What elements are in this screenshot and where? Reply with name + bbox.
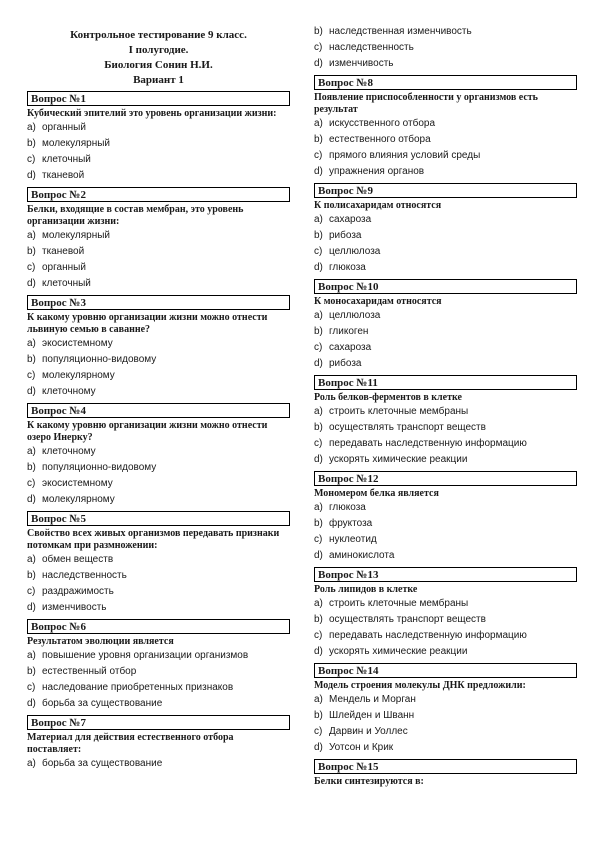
option-text: наследственность	[42, 570, 127, 581]
option-letter: d)	[27, 698, 36, 709]
answer-option	[27, 120, 290, 136]
question-block	[314, 471, 577, 564]
option-text: аминокислота	[329, 550, 395, 561]
question-number-box: Вопрос №13	[314, 567, 577, 582]
answer-option	[27, 584, 290, 600]
option-text: Дарвин и Уоллес	[329, 726, 408, 737]
question-block	[27, 511, 290, 616]
answer-option	[314, 628, 577, 644]
answer-option	[314, 228, 577, 244]
option-text: обмен веществ	[42, 554, 114, 565]
option-letter: b)	[27, 246, 36, 257]
option-text: гликоген	[329, 326, 369, 337]
option-text: популяционно-видовому	[42, 462, 157, 473]
option-text: клеточному	[42, 386, 96, 397]
option-letter: b)	[314, 710, 323, 721]
answer-option	[27, 568, 290, 584]
option-text: борьба за существование	[42, 698, 163, 709]
question-number-box: Вопрос №7	[27, 715, 290, 730]
option-text: целлюлоза	[329, 246, 381, 257]
question-number-box: Вопрос №5	[27, 511, 290, 526]
option-letter: a)	[27, 650, 36, 661]
answer-option	[27, 696, 290, 712]
option-letter: a)	[27, 554, 36, 565]
option-letter: b)	[314, 614, 323, 625]
answer-option	[27, 756, 290, 772]
option-letter: b)	[314, 26, 323, 37]
answer-option	[27, 152, 290, 168]
question-text: Белки, входящие в состав мембран, это уровень организации жизни:	[27, 204, 244, 227]
answer-option	[314, 24, 577, 40]
option-letter: a)	[314, 310, 323, 321]
option-letter: c)	[314, 438, 323, 449]
answer-option	[314, 404, 577, 420]
option-text: ускорять химические реакции	[329, 646, 468, 657]
option-letter: d)	[27, 494, 36, 505]
option-letter: c)	[27, 682, 36, 693]
question-text: Кубический эпителий это уровень организации жизни:	[27, 108, 277, 119]
question-text: К моносахаридам относятся	[314, 296, 442, 307]
answer-option	[27, 680, 290, 696]
option-letter: a)	[27, 338, 36, 349]
answer-option	[314, 148, 577, 164]
answer-option	[27, 368, 290, 384]
option-text: повышение уровня организации организмов	[42, 650, 249, 661]
answer-option	[314, 452, 577, 468]
option-letter: a)	[314, 406, 323, 417]
option-text: строить клеточные мембраны	[329, 406, 469, 417]
answer-option	[27, 168, 290, 184]
question-text: Свойство всех живых организмов передавать признаки потомкам при размножении:	[27, 528, 280, 551]
option-letter: d)	[314, 742, 323, 753]
option-letter: c)	[27, 586, 36, 597]
question-block	[314, 759, 577, 788]
option-letter: b)	[27, 462, 36, 473]
answer-option	[27, 648, 290, 664]
question-block	[27, 619, 290, 712]
option-letter: c)	[314, 246, 323, 257]
answer-option	[314, 116, 577, 132]
option-letter: b)	[27, 666, 36, 677]
option-letter: d)	[314, 166, 323, 177]
question-block	[314, 663, 577, 756]
question-text: К полисахаридам относятся	[314, 200, 442, 211]
option-letter: b)	[314, 134, 323, 145]
option-letter: d)	[314, 262, 323, 273]
answer-option	[314, 212, 577, 228]
answer-option	[27, 260, 290, 276]
option-text: целлюлоза	[329, 310, 381, 321]
option-letter: c)	[27, 370, 36, 381]
answer-option	[27, 552, 290, 568]
answer-option	[27, 444, 290, 460]
answer-option	[314, 244, 577, 260]
option-letter: d)	[314, 454, 323, 465]
question-text: Материал для действия естественного отбора поставляет:	[27, 732, 234, 755]
answer-option	[314, 308, 577, 324]
answer-option	[314, 132, 577, 148]
option-letter: b)	[314, 422, 323, 433]
option-letter: a)	[27, 758, 36, 769]
document-header	[27, 28, 290, 88]
question-text: Результатом эволюции является	[27, 636, 174, 647]
option-text: рибоза	[329, 230, 362, 241]
answer-option	[27, 384, 290, 400]
option-letter: a)	[27, 446, 36, 457]
answer-option	[314, 692, 577, 708]
option-text: молекулярный	[42, 138, 110, 149]
option-letter: a)	[314, 214, 323, 225]
answer-option	[314, 532, 577, 548]
question-number-box: Вопрос №6	[27, 619, 290, 634]
question-number-box: Вопрос №3	[27, 295, 290, 310]
option-letter: c)	[27, 154, 36, 165]
question-number-box: Вопрос №11	[314, 375, 577, 390]
question-text: Роль липидов в клетке	[314, 584, 418, 595]
option-letter: b)	[27, 354, 36, 365]
question-text: Роль белков-ферментов в клетке	[314, 392, 462, 403]
header-semester: I полугодие.	[128, 44, 189, 56]
question-text: Белки синтезируются в:	[314, 776, 424, 787]
option-letter: a)	[27, 230, 36, 241]
option-text: органный	[42, 262, 86, 273]
answer-option	[314, 324, 577, 340]
question-number-box: Вопрос №9	[314, 183, 577, 198]
answer-option	[314, 708, 577, 724]
option-text: передавать наследственную информацию	[329, 438, 527, 449]
right-column	[314, 24, 577, 788]
answer-option	[314, 548, 577, 564]
question-block	[27, 715, 290, 772]
option-text: молекулярному	[42, 370, 115, 381]
option-letter: b)	[314, 326, 323, 337]
answer-option	[314, 596, 577, 612]
option-text: наследственная изменчивость	[329, 26, 472, 37]
answer-option	[314, 436, 577, 452]
option-text: сахароза	[329, 214, 372, 225]
option-letter: d)	[314, 550, 323, 561]
option-text: клеточному	[42, 446, 96, 457]
header-title: Контрольное тестирование 9 класс.	[70, 29, 247, 41]
question-number-box: Вопрос №15	[314, 759, 577, 774]
option-letter: a)	[314, 502, 323, 513]
option-text: естественного отбора	[329, 134, 431, 145]
header-variant: Вариант 1	[133, 74, 184, 86]
question-block	[314, 279, 577, 372]
answer-option	[314, 56, 577, 72]
question-block	[27, 295, 290, 400]
option-letter: c)	[314, 150, 323, 161]
left-column	[27, 28, 290, 772]
option-text: раздражимость	[42, 586, 114, 597]
question-text: К какому уровню организации жизни можно отнести озеро Инерку?	[27, 420, 268, 443]
answer-option	[314, 420, 577, 436]
answer-option	[27, 336, 290, 352]
option-text: изменчивость	[329, 58, 394, 69]
answer-option	[27, 352, 290, 368]
answer-option	[314, 260, 577, 276]
option-letter: d)	[27, 386, 36, 397]
question-text: Появление приспособленности у организмов есть результат	[314, 92, 538, 115]
option-text: Шлейден и Шванн	[329, 710, 415, 721]
option-text: клеточный	[42, 278, 91, 289]
question-7-continuation	[314, 24, 577, 72]
option-letter: b)	[314, 518, 323, 529]
option-letter: d)	[27, 602, 36, 613]
question-block	[27, 187, 290, 292]
option-text: нуклеотид	[329, 534, 377, 545]
option-text: наследование приобретенных признаков	[42, 682, 234, 693]
option-letter: b)	[27, 570, 36, 581]
option-text: популяционно-видовому	[42, 354, 157, 365]
option-letter: a)	[314, 694, 323, 705]
question-block	[314, 375, 577, 468]
option-letter: d)	[27, 278, 36, 289]
question-number-box: Вопрос №8	[314, 75, 577, 90]
answer-option	[314, 164, 577, 180]
answer-option	[27, 276, 290, 292]
option-letter: a)	[27, 122, 36, 133]
option-letter: d)	[314, 358, 323, 369]
option-letter: a)	[314, 118, 323, 129]
option-text: тканевой	[42, 170, 85, 181]
option-text: осуществлять транспорт веществ	[329, 614, 486, 625]
option-text: экосистемному	[42, 478, 113, 489]
option-letter: c)	[314, 42, 323, 53]
option-letter: b)	[27, 138, 36, 149]
answer-option	[314, 40, 577, 56]
option-text: искусственного отбора	[329, 118, 436, 129]
answer-option	[314, 644, 577, 660]
answer-option	[27, 228, 290, 244]
question-block	[314, 183, 577, 276]
option-letter: c)	[27, 478, 36, 489]
option-text: Уотсон и Крик	[329, 742, 394, 753]
option-text: передавать наследственную информацию	[329, 630, 527, 641]
question-block	[314, 75, 577, 180]
option-text: молекулярный	[42, 230, 110, 241]
option-letter: c)	[314, 726, 323, 737]
answer-option	[27, 244, 290, 260]
option-text: сахароза	[329, 342, 372, 353]
option-text: глюкоза	[329, 262, 366, 273]
question-number-box: Вопрос №1	[27, 91, 290, 106]
answer-option	[314, 500, 577, 516]
right-question-list	[314, 75, 577, 788]
answer-option	[314, 340, 577, 356]
option-text: рибоза	[329, 358, 362, 369]
answer-option	[27, 136, 290, 152]
question-text: К какому уровню организации жизни можно отнести львиную семью в саванне?	[27, 312, 268, 335]
question-number-box: Вопрос №14	[314, 663, 577, 678]
answer-option	[314, 724, 577, 740]
answer-option	[314, 356, 577, 372]
option-letter: c)	[314, 342, 323, 353]
option-text: наследственность	[329, 42, 414, 53]
option-text: ускорять химические реакции	[329, 454, 468, 465]
option-text: фруктоза	[329, 518, 373, 529]
option-text: строить клеточные мембраны	[329, 598, 469, 609]
option-text: упражнения органов	[329, 166, 425, 177]
answer-option	[27, 600, 290, 616]
option-text: клеточный	[42, 154, 91, 165]
question-number-box: Вопрос №10	[314, 279, 577, 294]
question-block	[27, 403, 290, 508]
option-letter: c)	[314, 630, 323, 641]
header-subject: Биология Сонин Н.И.	[104, 59, 213, 71]
option-letter: d)	[314, 646, 323, 657]
option-text: глюкоза	[329, 502, 366, 513]
question-block	[27, 91, 290, 184]
option-letter: d)	[27, 170, 36, 181]
option-text: Мендель и Морган	[329, 694, 416, 705]
question-text: Модель строения молекулы ДНК предложили:	[314, 680, 526, 691]
left-question-list	[27, 91, 290, 772]
question-text: Мономером белка является	[314, 488, 439, 499]
option-text: экосистемному	[42, 338, 113, 349]
answer-option	[27, 476, 290, 492]
question-number-box: Вопрос №12	[314, 471, 577, 486]
answer-option	[27, 492, 290, 508]
answer-option	[314, 612, 577, 628]
option-text: осуществлять транспорт веществ	[329, 422, 486, 433]
option-text: естественный отбор	[42, 666, 137, 677]
option-text: тканевой	[42, 246, 85, 257]
answer-option	[27, 664, 290, 680]
option-text: органный	[42, 122, 86, 133]
question-number-box: Вопрос №2	[27, 187, 290, 202]
option-letter: d)	[314, 58, 323, 69]
option-text: борьба за существование	[42, 758, 163, 769]
option-text: молекулярному	[42, 494, 115, 505]
question-block	[314, 567, 577, 660]
option-letter: c)	[314, 534, 323, 545]
question-number-box: Вопрос №4	[27, 403, 290, 418]
option-text: прямого влияния условий среды	[329, 150, 481, 161]
option-letter: a)	[314, 598, 323, 609]
answer-option	[314, 740, 577, 756]
answer-option	[27, 460, 290, 476]
option-letter: b)	[314, 230, 323, 241]
option-letter: c)	[27, 262, 36, 273]
answer-option	[314, 516, 577, 532]
option-text: изменчивость	[42, 602, 107, 613]
